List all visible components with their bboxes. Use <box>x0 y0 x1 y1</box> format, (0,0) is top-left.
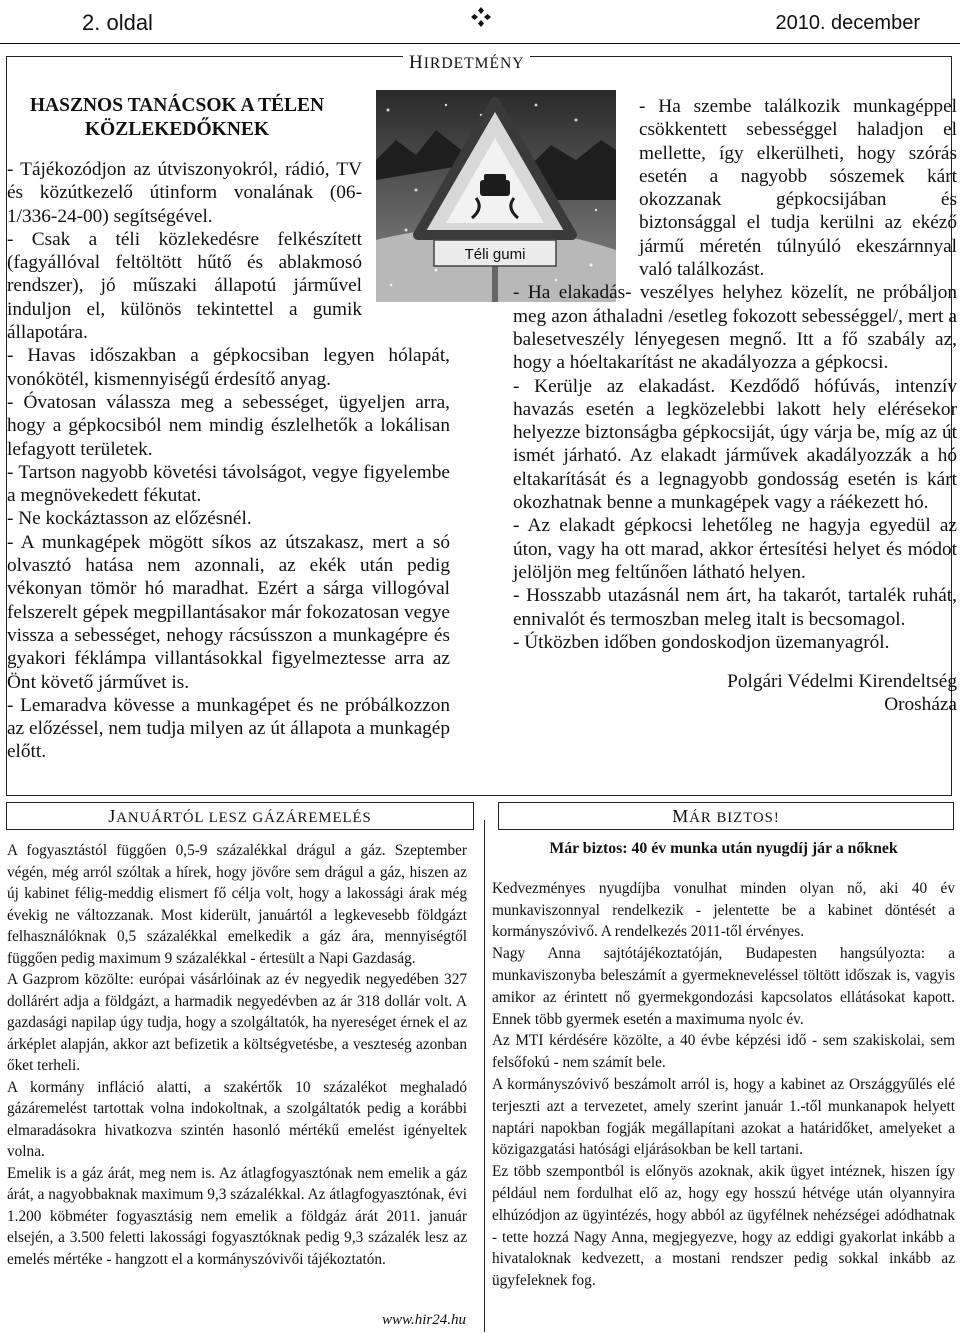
sign-label: Téli gumi <box>464 246 526 263</box>
tip-paragraph: - Az elakadt gépkocsi lehetőleg ne hagyja egyedül az úton, vagy ha ott marad, akkor értesítési helyet és módot jelöljön meg feltűnően látható helyen. <box>513 515 957 583</box>
pension-paragraph: Kedvezményes nyugdíjba vonulhat minden olyan nő, aki 40 év munkaviszonnyal rendelkezik - jelentette be a kabinet döntését a kormányszóvivő. A rendelkezés 2011-től érvényes. <box>492 879 955 941</box>
page-number: 2. oldal <box>82 10 153 35</box>
hirdetmeny-heading: HIRDETMÉNY <box>403 52 530 74</box>
signer: Polgári Védelmi Kirendeltség Orosháza <box>727 671 957 716</box>
tip-paragraph: - Kerülje az elakadást. Kezdődő hófúvás, intenzív havazás esetén a legközelebbi lakott hely elérésekor helyezze biztonságba gépkocsiját, úgy várja be, míg az út ismét járható. Az elakadt járművek akadályozzák a hó eltakarítását és a legnagyobb gondosság esetén is kárt okozhatnak benne a munkagépek vagy a ráékezett hó. <box>513 375 957 514</box>
tip-paragraph: - Havas időszakban a gépkocsiban legyen hólapát, vonókötél, kismennyiségű érdesítő anyag. <box>7 345 450 390</box>
tip-paragraph: - Lemaradva kövesse a munkagépet és ne próbálkozzon az előzéssel, nem tudja milyen az út állapota a munkagép előtt. <box>7 694 450 763</box>
tip-paragraph: - Ha elakadás- veszélyes helyhez közelít, ne próbáljon meg azon áthaladni /esetleg fokozott sebességgel/, mert a balesetveszély lényegesen megnő. Itt a fő szabály az, hogy a hóeltakarítást ne akadályozza a gépkocsi. <box>513 282 957 374</box>
gas-paragraph: A Gazprom közölte: európai vásárlóinak az év negyedik negyedében 327 dollárért adja a földgázt, a harmadik negyedévben az ár 318 dollár volt. A gazdasági napilap úgy tudja, hogy a szolgáltatók, ha nyereséget érnek el az árképlet alapján, akkor azt befizetik a költségvetésbe, a veszteség azonban őket terheli. <box>7 971 467 1074</box>
tip-paragraph: - Tartson nagyobb követési távolságot, vegye figyelembe a megnövekedett fékutat. <box>7 461 450 507</box>
gas-paragraph: A fogyasztástól függően 0,5-9 százalékkal drágul a gáz. Szeptember végén, még arról szóltak a hírek, hogy jövőre sem drágul a gáz, hiszen az új kabinet félig-meddig elismert fő célja volt, hogy a lakossági árak még évekig ne változzanak. Most kiderült, januártól a legkevesebb földgázt felhasználóknak 0,5 százalékkal emelkedik a gáz ára, mennyiségtől függően pedig maximum 9 százalékkal - értesült a Napi Gazdaság. <box>7 842 467 967</box>
source-credit: www.hir24.hu <box>382 1312 466 1328</box>
pension-paragraph: Az MTI kérdésére közölte, a 40 évbe képzési idő - sem szakiskolai, sem felsőfokú - nem számít bele. <box>492 1032 955 1072</box>
issue-date: 2010. december <box>775 12 920 34</box>
tip-paragraph: - Csak a téli közlekedésre felkészített (fagyállóval feltöltött hűtő és ablakmosó rendszer), jó műszaki állapotú járművel induljon el, különös tekintettel a gumik állapotára. <box>7 228 362 344</box>
pension-paragraph: Nagy Anna sajtótájékoztatóján, Budapesten hangsúlyozta: a munkaviszonyba beleszámít a gyermekneveléssel töltött időszak is, vagyis amikor az érintett nő gyermekgondozási kapcsolatos ellátásokat kapott. Ennek több gyermek esetén a maximuma nyolc év. <box>492 945 955 1028</box>
tip-paragraph: - Óvatosan válassza meg a sebességet, ügyeljen arra, hogy a gépkocsiból nem mindig észlelhetők a lokálisan lefagyott területek. <box>7 391 450 460</box>
tip-paragraph: - Ne kockáztasson az előzésnél. <box>7 508 252 530</box>
four-diamond-ornament-icon <box>470 6 492 28</box>
gas-paragraph: Emelik is a gáz árát, meg nem is. Az átlagfogyasztónak nem emelik a gáz árát, a nagyobbaknak maximum 9,3 százalékkal. Az átlagfogyasztónak, évi 1.200 köbméter fogyasztásig nem emelik a földgáz árát 2011. január elsején, a 3.500 feletti lakossági fogyasztóknak pedig 9,3 százalék lesz az emelés mértéke - hangzott el a kormányszóvivői tájékoztatón. <box>7 1164 467 1268</box>
pension-paragraph: Ez több szempontból is előnyös azoknak, akik ügyet intéznek, hiszen így például nem fordulhat elő az, hogy egy hosszú hétvége után olyannyira elhúzódjon az ügyintézés, hogy abból az ügyfélnek nehézségei adódhatnak - tette hozzá Nagy Anna, megjegyezve, hogy az eddigi gyakorlat inkább a hivataloknak kedvezett, a mostani rendszer pedig sokkal inkább az ügyfeleknek fog. <box>492 1163 955 1290</box>
pension-article-heading: MÁR BIZTOS! <box>498 802 954 830</box>
header-rule <box>0 43 960 44</box>
tip-paragraph: - Hosszabb utazásnál nem árt, ha takarót, tartalék ruhát, ennivalót és termoszban meleg italt is becsomagol. <box>513 585 957 630</box>
article-title: HASZNOS TANÁCSOK A TÉLEN KÖZLEKEDŐKNEK <box>29 95 325 140</box>
gas-paragraph: A kormány infláció alatti, a szakértők 10 százalékot meghaladó gázáremelést tartottak volna indokoltnak, a szolgáltatók pedig a korábbi elmaradásokra hivatkozva szintén hasonló mértékű emelést igényeltek volna. <box>7 1078 467 1160</box>
winter-tips-right-column <box>513 95 957 717</box>
gas-article-heading: JANUÁRTÓL LESZ GÁZÁREMELÉS <box>6 802 474 830</box>
tip-paragraph: - A munkagépek mögött síkos az útszakasz, mert a só olvasztó hatása nem azonnali, az ekék után pedig vékonyan tömör hó maradhat. Ezért a sárga villogóval felszerelt gépek megpillantásakor már fokozatosan vegye vissza a sebességet, nehogy rácsússzon a munkagépre és gyakori féklámpa villantásokkal figyelmeztesse arra az Önt követő járművet is. <box>7 531 450 693</box>
tip-paragraph: - Útközben időben gondoskodjon üzemanyagról. <box>513 631 890 653</box>
pension-subheading: Már biztos: 40 év munka után nyugdíj jár a nőknek <box>549 840 898 857</box>
tip-paragraph: - Tájékozódjon az útviszonyokról, rádió, TV és közútkezelő útinform vonalának (06-1/336-24-00) segítségével. <box>7 159 362 227</box>
wrapped-paragraphs <box>7 158 362 344</box>
pension-article-body <box>492 838 955 1292</box>
tip-paragraph: - Ha szembe találkozik munkagéppel csökkentett sebességgel haladjon el mellette, így elkerülheti, hogy szórás esetén a nagyobb sószemek kárt okozzanak gépkocsijában és biztonsággal el tudja kerülni az ekéző jármű méretén túlnyúló ekeszárnnyal való találkozást. <box>639 96 957 281</box>
gas-article-body <box>7 840 467 1270</box>
pension-paragraph: A kormányszóvivő beszámolt arról is, hogy a kabinet az Országgyűlés elé terjeszti azt a tervezetet, amely szerint január 1.-től munkanapok helyett naptári napokban fogják megállapítani azokat a határidőket, amelyeket a közigazgatási hatósági eljárásokban be kell tartani. <box>492 1075 955 1159</box>
column-divider <box>484 820 485 1332</box>
